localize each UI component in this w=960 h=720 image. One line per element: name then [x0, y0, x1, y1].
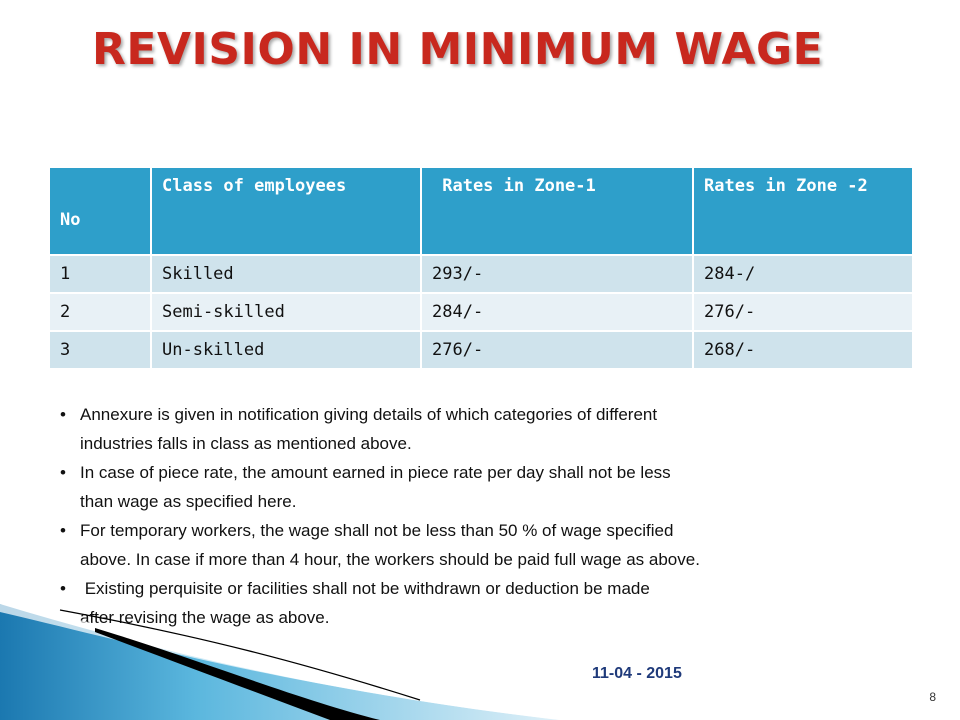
header-zone-1: Rates in Zone-1: [421, 167, 693, 255]
footer-date: 11-04 - 2015: [592, 665, 682, 682]
row-zone-2-rate: 268/-: [693, 331, 913, 369]
note-line: Annexure is given in notification giving details of which categories of different: [80, 405, 658, 424]
row-zone-2-rate: 284-/: [693, 255, 913, 293]
note-line: In case of piece rate, the amount earned in piece rate per day shall not be less: [80, 463, 671, 482]
page-number: 8: [929, 690, 936, 704]
row-no: 3: [49, 331, 151, 369]
row-zone-1-rate: 284/-: [421, 293, 693, 331]
note-line: than wage as specified here.: [80, 492, 297, 511]
note-line: industries falls in class as mentioned above.: [80, 434, 412, 453]
header-zone-2: Rates in Zone -2: [693, 167, 913, 255]
note-line: after revising the wage as above.: [80, 608, 330, 627]
row-zone-1-rate: 293/-: [421, 255, 693, 293]
slide-title: REVISION IN MINIMUM WAGE: [92, 24, 824, 75]
row-no: 2: [49, 293, 151, 331]
note-line: above. In case if more than 4 hour, the workers should be paid full wage as above.: [80, 550, 700, 569]
bullet-icon: •: [60, 405, 66, 424]
bullet-icon: •: [60, 521, 66, 540]
header-no: No: [49, 167, 151, 255]
row-zone-2-rate: 276/-: [693, 293, 913, 331]
row-class: Semi-skilled: [151, 293, 421, 331]
note-line: For temporary workers, the wage shall not be less than 50 % of wage specified: [80, 521, 674, 540]
row-class: Skilled: [151, 255, 421, 293]
row-zone-1-rate: 276/-: [421, 331, 693, 369]
header-class: Class of employees: [151, 167, 421, 255]
row-class: Un-skilled: [151, 331, 421, 369]
note-line: Existing perquisite or facilities shall not be withdrawn or deduction be made: [80, 579, 650, 598]
bullet-icon: •: [60, 579, 66, 598]
row-no: 1: [49, 255, 151, 293]
bullet-icon: •: [60, 463, 66, 482]
